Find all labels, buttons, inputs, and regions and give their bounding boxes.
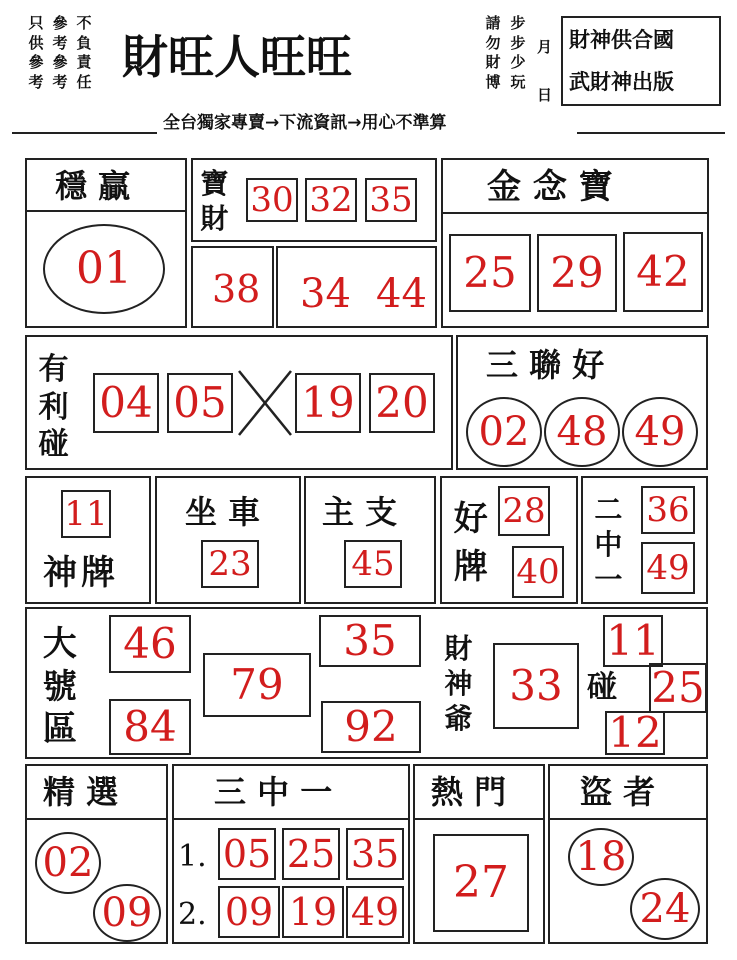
youlipeng-num-4: 20: [369, 373, 435, 433]
sanzhongyi-row2-num-3: 49: [346, 886, 404, 938]
wenying-panel: [25, 158, 187, 328]
sanlianhao-title: 三 聯 好: [486, 346, 605, 384]
daozhe-num-1: 18: [568, 828, 634, 886]
month-label: 月: [537, 38, 553, 56]
notice-col-1: 請勿財博: [485, 14, 501, 91]
haopai-num-1: 28: [498, 486, 550, 536]
jingxuan-num-1: 02: [35, 832, 101, 894]
dahaoqu-label: 大號區: [42, 624, 77, 749]
publisher-line-2: 武財神出版: [569, 70, 674, 94]
zuoche-title: 坐 車: [185, 493, 261, 531]
peng-label: 碰: [587, 670, 617, 705]
youlipeng-num-2: 05: [167, 373, 233, 433]
jinnianbao-num-2: 29: [537, 234, 617, 312]
sanzhongyi-row2-num-1: 09: [218, 886, 280, 938]
zuoche-number: 23: [201, 540, 259, 588]
dahaoqu-center: 79: [203, 653, 311, 717]
page-title: 財旺人旺旺: [122, 30, 352, 84]
jingxuan-panel: [25, 764, 168, 944]
dahaoqu-left-1: 46: [109, 615, 191, 673]
haopai-num-2: 40: [512, 546, 564, 598]
erzhongyi-num-2: 49: [641, 542, 695, 594]
wenying-title-rule: [27, 210, 185, 212]
shenpai-label: 神牌: [43, 553, 119, 593]
zhuzhi-number: 45: [344, 540, 402, 588]
erzhongyi-label: 二中一: [594, 493, 623, 596]
tagline-rule-right: [577, 132, 725, 134]
zhuzhi-title: 主 支: [322, 493, 398, 531]
sanzhongyi-row1-num-3: 35: [346, 828, 404, 880]
remen-panel: [413, 764, 545, 944]
baocai-num-5: 34: [300, 271, 351, 317]
disclaimer-col-3: 不負責任: [76, 14, 92, 91]
sanzhongyi-row1-num-1: 05: [218, 828, 276, 880]
disclaimer-col-1: 只供參考: [28, 14, 44, 91]
day-label: 日: [537, 86, 553, 104]
youlipeng-label: 有利碰: [38, 352, 69, 462]
sanzhongyi-row2-label: 2.: [178, 897, 207, 932]
publisher-line-1: 財神供合國: [569, 28, 674, 52]
baocai-num-4: 38: [212, 267, 261, 311]
erzhongyi-panel: [581, 476, 708, 604]
erzhongyi-num-1: 36: [641, 486, 695, 534]
baocai-bottom-left: [191, 246, 274, 328]
sanzhongyi-title-rule: [174, 818, 408, 820]
jingxuan-title: 精 選: [43, 773, 119, 811]
haopai-label: 好牌: [453, 499, 488, 587]
daozhe-panel: [548, 764, 708, 944]
tagline: 全台獨家專賣→下流資訊→用心不準算: [163, 113, 447, 133]
jinnianbao-title: 金 念 寶: [487, 167, 613, 207]
jinnianbao-num-3: 42: [623, 232, 703, 312]
shenpai-panel: [25, 476, 151, 604]
jinnianbao-title-rule: [443, 212, 707, 214]
youlipeng-num-3: 19: [295, 373, 361, 433]
youlipeng-panel: [25, 335, 453, 470]
wenying-number: 01: [43, 224, 165, 314]
caishenye-number: 33: [493, 643, 579, 729]
sanzhongyi-row1-num-2: 25: [282, 828, 340, 880]
sanzhongyi-title: 三 中 一: [214, 773, 333, 811]
dahaoqu-right-1: 35: [319, 615, 421, 667]
jingxuan-title-rule: [27, 818, 166, 820]
sanzhongyi-row1-label: 1.: [178, 839, 207, 874]
notice-col-2: 步步少玩: [510, 14, 526, 91]
zuoche-panel: [155, 476, 301, 604]
peng-num-3: 12: [605, 711, 665, 755]
peng-num-1: 11: [603, 615, 663, 667]
sanlianhao-num-3: 49: [622, 397, 698, 467]
remen-title: 熱 門: [431, 773, 507, 811]
youlipeng-num-1: 04: [93, 373, 159, 433]
sanlianhao-num-1: 02: [466, 397, 542, 467]
jinnianbao-num-1: 25: [449, 234, 531, 312]
sanzhongyi-row2-num-2: 19: [282, 886, 344, 938]
dahaoqu-left-2: 84: [109, 699, 191, 755]
wenying-title: 穩 贏: [55, 167, 131, 205]
remen-number: 27: [433, 834, 529, 932]
dahaoqu-right-2: 92: [321, 701, 421, 753]
baocai-top-panel: [191, 158, 437, 242]
daozhe-title: 盜 者: [580, 773, 656, 811]
baocai-num-3: 35: [365, 178, 417, 222]
shenpai-number: 11: [61, 490, 111, 538]
baocai-label: 寶財: [200, 167, 229, 235]
baocai-num-6: 44: [376, 271, 427, 317]
sanlianhao-num-2: 48: [544, 397, 620, 467]
peng-num-2: 25: [649, 663, 707, 713]
jingxuan-num-2: 09: [93, 884, 161, 942]
sanzhongyi-panel: [172, 764, 410, 944]
sanlianhao-panel: [456, 335, 708, 470]
daozhe-num-2: 24: [630, 878, 700, 940]
baocai-num-2: 32: [305, 178, 357, 222]
daozhe-title-rule: [550, 818, 706, 820]
zhuzhi-panel: [304, 476, 436, 604]
haopai-panel: [440, 476, 578, 604]
cross-icon: [235, 367, 295, 439]
dahaoqu-panel: [25, 607, 708, 759]
baocai-bottom-right: [276, 246, 437, 328]
publisher-box: [561, 16, 721, 106]
caishenye-label: 財神爺: [444, 632, 473, 735]
tagline-rule-left: [12, 132, 157, 134]
disclaimer-col-2: 參考參考: [52, 14, 68, 91]
remen-title-rule: [415, 818, 543, 820]
baocai-num-1: 30: [246, 178, 298, 222]
jinnianbao-panel: [441, 158, 709, 328]
